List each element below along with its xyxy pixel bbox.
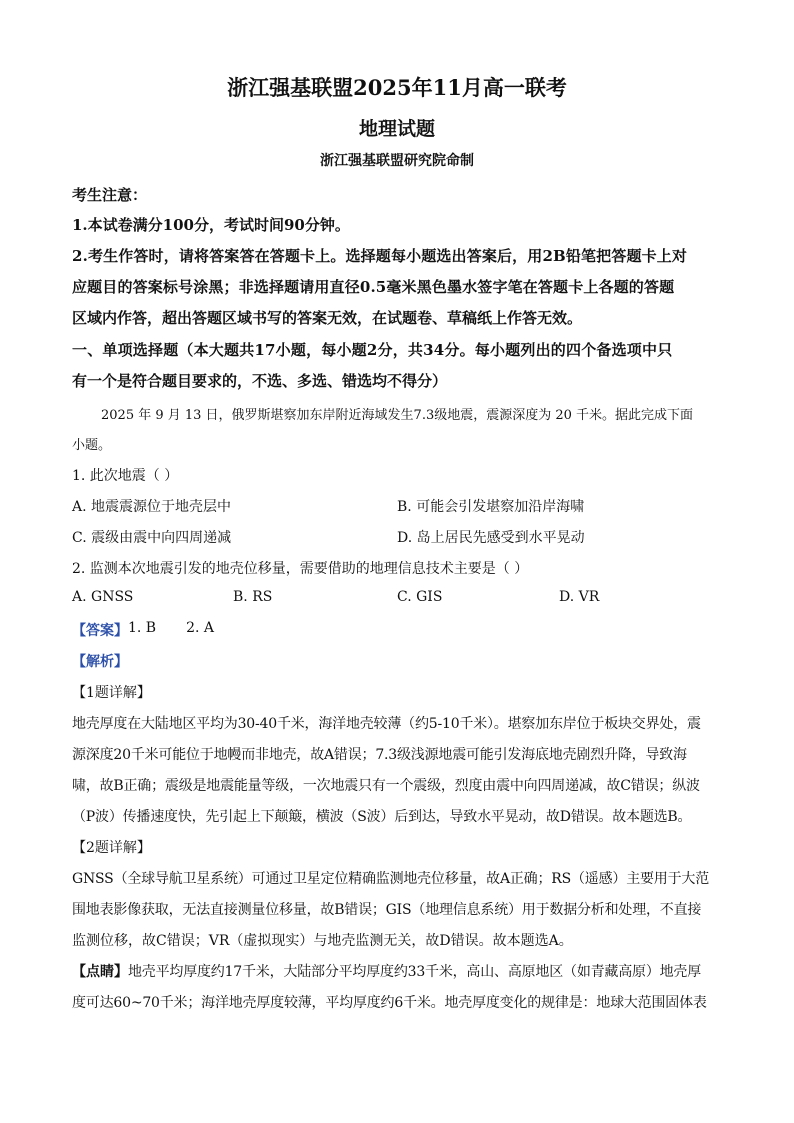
note-label: 【点睛】 [72, 964, 128, 980]
q2-option-b: B. RS [233, 589, 273, 605]
answer-1: 1. B [128, 620, 157, 636]
detail-2-line-1: GNSS（全球导航卫星系统）可通过卫星定位精确监测地壳位移量，故A正确；RS（遥感）主要用于大范 [72, 871, 710, 887]
notice-heading: 考生注意： [72, 186, 148, 204]
detail-1-line-4: （P波）传播速度快，先引起上下颠簸，横波（S波）后到达，导致水平晃动，故D错误。故本题选B。 [72, 809, 692, 825]
subject-title: 地理试题 [358, 118, 435, 140]
material-line-1: 2025 年 9 月 13 日，俄罗斯堪察加东岸附近海域发生7.3级地震，震源深度为 20 千米。据此完成下面 [101, 408, 694, 423]
answer-row [72, 620, 214, 640]
section-heading-line-1: 一、单项选择题（本大题共17小题，每小题2分，共34分。每小题列出的四个备选项中只 [72, 341, 673, 359]
answer-label: 【答案】 [72, 623, 128, 639]
detail-2-line-3: 监测位移，故C错误；VR（虚拟现实）与地壳监测无关，故D错误。故本题选A。 [72, 933, 573, 949]
notice-item-2-line-2: 应题目的答案标号涂黑；非选择题请用直径0.5毫米黑色墨水签字笔在答题卡上各题的答题 [72, 278, 675, 296]
notice-item-2-line-1: 2.考生作答时，请将答案答在答题卡上。选择题每小题选出答案后，用2B铅笔把答题卡上对 [72, 247, 688, 265]
section-heading-line-2: 有一个是符合题目要求的，不选、多选、错选均不得分） [72, 372, 448, 390]
answer-2: 2. A [186, 620, 215, 636]
q2-stem: 2. 监测本次地震引发的地壳位移量，需要借助的地理信息技术主要是（ ） [72, 561, 529, 577]
detail-1-line-2: 源深度20千米可能位于地幔而非地壳，故A错误；7.3级浅源地震可能引发海底地壳剧烈升降，导致海 [72, 747, 687, 763]
q1-option-d: D. 岛上居民先感受到水平晃动 [397, 530, 585, 546]
material-line-2: 小题。 [72, 438, 112, 453]
detail-1-label: 【1题详解】 [72, 685, 151, 701]
note-row [72, 961, 701, 981]
q2-option-c: C. GIS [397, 589, 443, 605]
q1-option-b: B. 可能会引发堪察加沿岸海啸 [397, 499, 585, 515]
author-line: 浙江强基联盟研究院命制 [320, 153, 474, 169]
notice-item-1: 1.本试卷满分100分，考试时间90分钟。 [72, 216, 350, 234]
q1-option-c: C. 震级由震中向四周递减 [72, 530, 232, 546]
note-line-1: 地壳平均厚度约17千米，大陆部分平均厚度约33千米，高山、高原地区（如青藏高原）地壳厚 [128, 964, 702, 980]
detail-1-line-3: 啸，故B正确；震级是地震能量等级，一次地震只有一个震级，烈度由震中向四周递减，故C错误；纵波 [72, 778, 700, 794]
detail-2-line-2: 围地表影像获取，无法直接测量位移量，故B错误；GIS（地理信息系统）用于数据分析和处理，不直接 [72, 902, 702, 918]
notice-item-2-line-3: 区域内作答，超出答题区域书写的答案无效，在试题卷、草稿纸上作答无效。 [72, 309, 583, 327]
detail-1-line-1: 地壳厚度在大陆地区平均为30-40千米，海洋地壳较薄（约5-10千米）。堪察加东岸位于板块交界处，震 [72, 716, 701, 732]
q2-option-d: D. VR [559, 589, 600, 605]
q2-option-a: A. GNSS [72, 589, 134, 605]
analysis-label: 【解析】 [72, 654, 128, 670]
q1-option-a: A. 地震震源位于地壳层中 [72, 499, 232, 515]
note-line-2: 度可达60~70千米；海洋地壳厚度较薄，平均厚度约6千米。地壳厚度变化的规律是：地球大范围固体表 [72, 995, 707, 1011]
detail-2-label: 【2题详解】 [72, 840, 151, 856]
q1-stem: 1. 此次地震（ ） [72, 468, 179, 484]
exam-title: 浙江强基联盟2025年11月高一联考 [227, 75, 567, 100]
